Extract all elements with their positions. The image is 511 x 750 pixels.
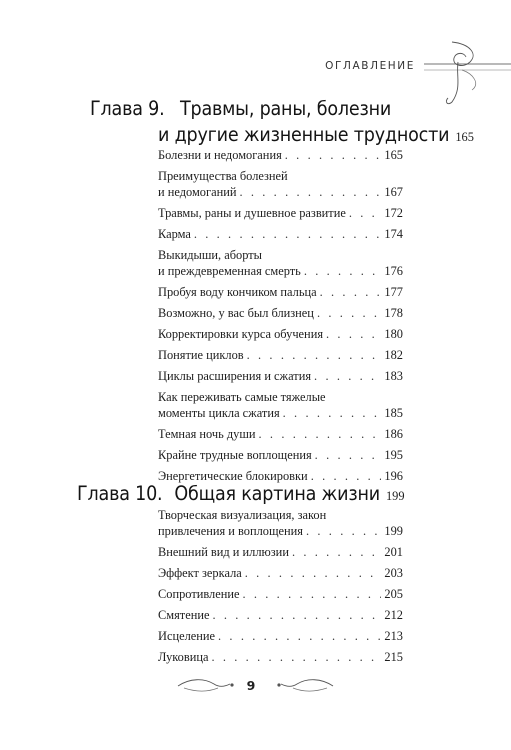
toc-entry-title: Внешний вид и иллюзии [158, 545, 289, 559]
leader-dots [218, 628, 381, 644]
leader-dots [194, 226, 382, 242]
toc-entry-title: Исцеление [158, 629, 216, 643]
chapter-10-heading [0, 481, 511, 509]
toc-entry-title: Преимущества болезней [158, 169, 288, 183]
toc-entry-title: Понятие циклов [158, 348, 244, 362]
page-footer [0, 672, 511, 702]
leader-dots [315, 447, 382, 463]
toc-entry-page: 182 [384, 348, 403, 362]
toc-entry-page: 213 [384, 629, 403, 643]
toc-entry [158, 247, 403, 279]
chapter-9-label: Глава 9. [90, 97, 165, 120]
toc-entry-title: и преждевременная смерть [158, 264, 301, 278]
toc-entry [158, 507, 403, 539]
toc-entry-title: Эффект зеркала [158, 566, 242, 580]
toc-entry [158, 326, 403, 342]
leader-dots [320, 284, 382, 300]
toc-entry [158, 649, 403, 665]
toc-entry-title: Травмы, раны и душевное развитие [158, 206, 346, 220]
toc-entry [158, 628, 403, 644]
toc-entry [158, 226, 403, 242]
toc-entry-page: 199 [384, 524, 403, 538]
toc-entry-page: 185 [384, 406, 403, 420]
chapter-9-heading [0, 96, 511, 148]
toc-entry-page: 177 [384, 285, 403, 299]
chapter-10-page: 199 [385, 489, 405, 503]
toc-entry [158, 389, 403, 421]
chapter-9-title-line-1: Травмы, раны, болезни [180, 97, 392, 120]
leader-dots [212, 649, 382, 665]
toc-entry [158, 305, 403, 321]
leader-dots [304, 263, 382, 279]
toc-entry-page: 203 [384, 566, 403, 580]
toc-entry-title: Сопротивление [158, 587, 240, 601]
toc-entry-title: и недомоганий [158, 185, 237, 199]
toc-entry-title: Циклы расширения и сжатия [158, 369, 312, 383]
toc-entry [158, 607, 403, 623]
toc-entry-title: Смятение [158, 608, 210, 622]
toc-entry-page: 167 [384, 185, 403, 199]
toc-entry-page: 205 [384, 587, 403, 601]
chapter-9-page: 165 [455, 130, 474, 144]
leader-dots [259, 426, 382, 442]
toc-entry-title: Как переживать самые тяжелые [158, 390, 326, 404]
toc-entry-page: 174 [384, 227, 403, 241]
toc-entry [158, 426, 403, 442]
toc-entry [158, 565, 403, 581]
page-number: 9 [246, 678, 256, 693]
toc-entry-page: 178 [384, 306, 403, 320]
toc-entry-page: 183 [384, 369, 403, 383]
toc-entry-page: 165 [384, 148, 403, 162]
toc-entry-title: Корректировки курса обучения [158, 327, 324, 341]
toc-entry [158, 368, 403, 384]
toc-entry-page: 215 [384, 650, 403, 664]
toc-entry [158, 284, 403, 300]
running-head-title: ОГЛАВЛЕНИЕ [325, 60, 415, 72]
toc-entry-title: Выкидыши, аборты [158, 248, 263, 262]
toc-entry-title: Энергетические блокировки [158, 469, 308, 483]
toc-entry-title: Пробуя воду кончиком пальца [158, 285, 317, 299]
toc-entry-title: Луковица [158, 650, 209, 664]
toc-entry-title: Крайне трудные воплощения [158, 448, 312, 462]
leader-dots [247, 347, 382, 363]
leader-dots [212, 607, 381, 623]
toc-entry-title: Творческая визуализация, закон [158, 508, 327, 522]
toc-entry-page: 196 [384, 469, 403, 483]
toc-entry-page: 180 [384, 327, 403, 341]
leader-dots [349, 205, 382, 221]
toc-entry [158, 147, 403, 163]
leader-dots [326, 326, 381, 342]
toc-entry-page: 176 [384, 264, 403, 278]
toc-entry-title: моменты цикла сжатия [158, 406, 280, 420]
toc-entry [158, 586, 403, 602]
toc-entry-page: 212 [384, 608, 403, 622]
chapter-9-title-line-2: и другие жизненные трудности [158, 123, 450, 146]
leader-dots [283, 405, 382, 421]
toc-entry-title: Возможно, у вас был близнец [158, 306, 314, 320]
toc-entry-title: привлечения и воплощения [158, 524, 304, 538]
toc-entry-title: Болезни и недомогания [158, 148, 282, 162]
leader-dots [314, 368, 381, 384]
toc-entry-page: 201 [384, 545, 403, 559]
leader-dots [292, 544, 381, 560]
leader-dots [306, 523, 381, 539]
toc-entry-title: Темная ночь души [158, 427, 256, 441]
chapter-10-label: Глава 10. [77, 482, 163, 505]
toc-entry [158, 544, 403, 560]
toc-entry-page: 186 [384, 427, 403, 441]
toc-entry [158, 447, 403, 463]
toc-entry-page: 172 [384, 206, 403, 220]
toc-entry [158, 168, 403, 200]
leader-dots [285, 147, 382, 163]
leader-dots [317, 305, 381, 321]
chapter-10-title: Общая картина жизни [174, 482, 380, 505]
leader-dots [239, 184, 381, 200]
toc-entry-title: Карма [158, 227, 191, 241]
toc-entry [158, 205, 403, 221]
toc-entry-page: 195 [384, 448, 403, 462]
leader-dots [245, 565, 382, 581]
leader-dots [243, 586, 382, 602]
toc-entry [158, 347, 403, 363]
